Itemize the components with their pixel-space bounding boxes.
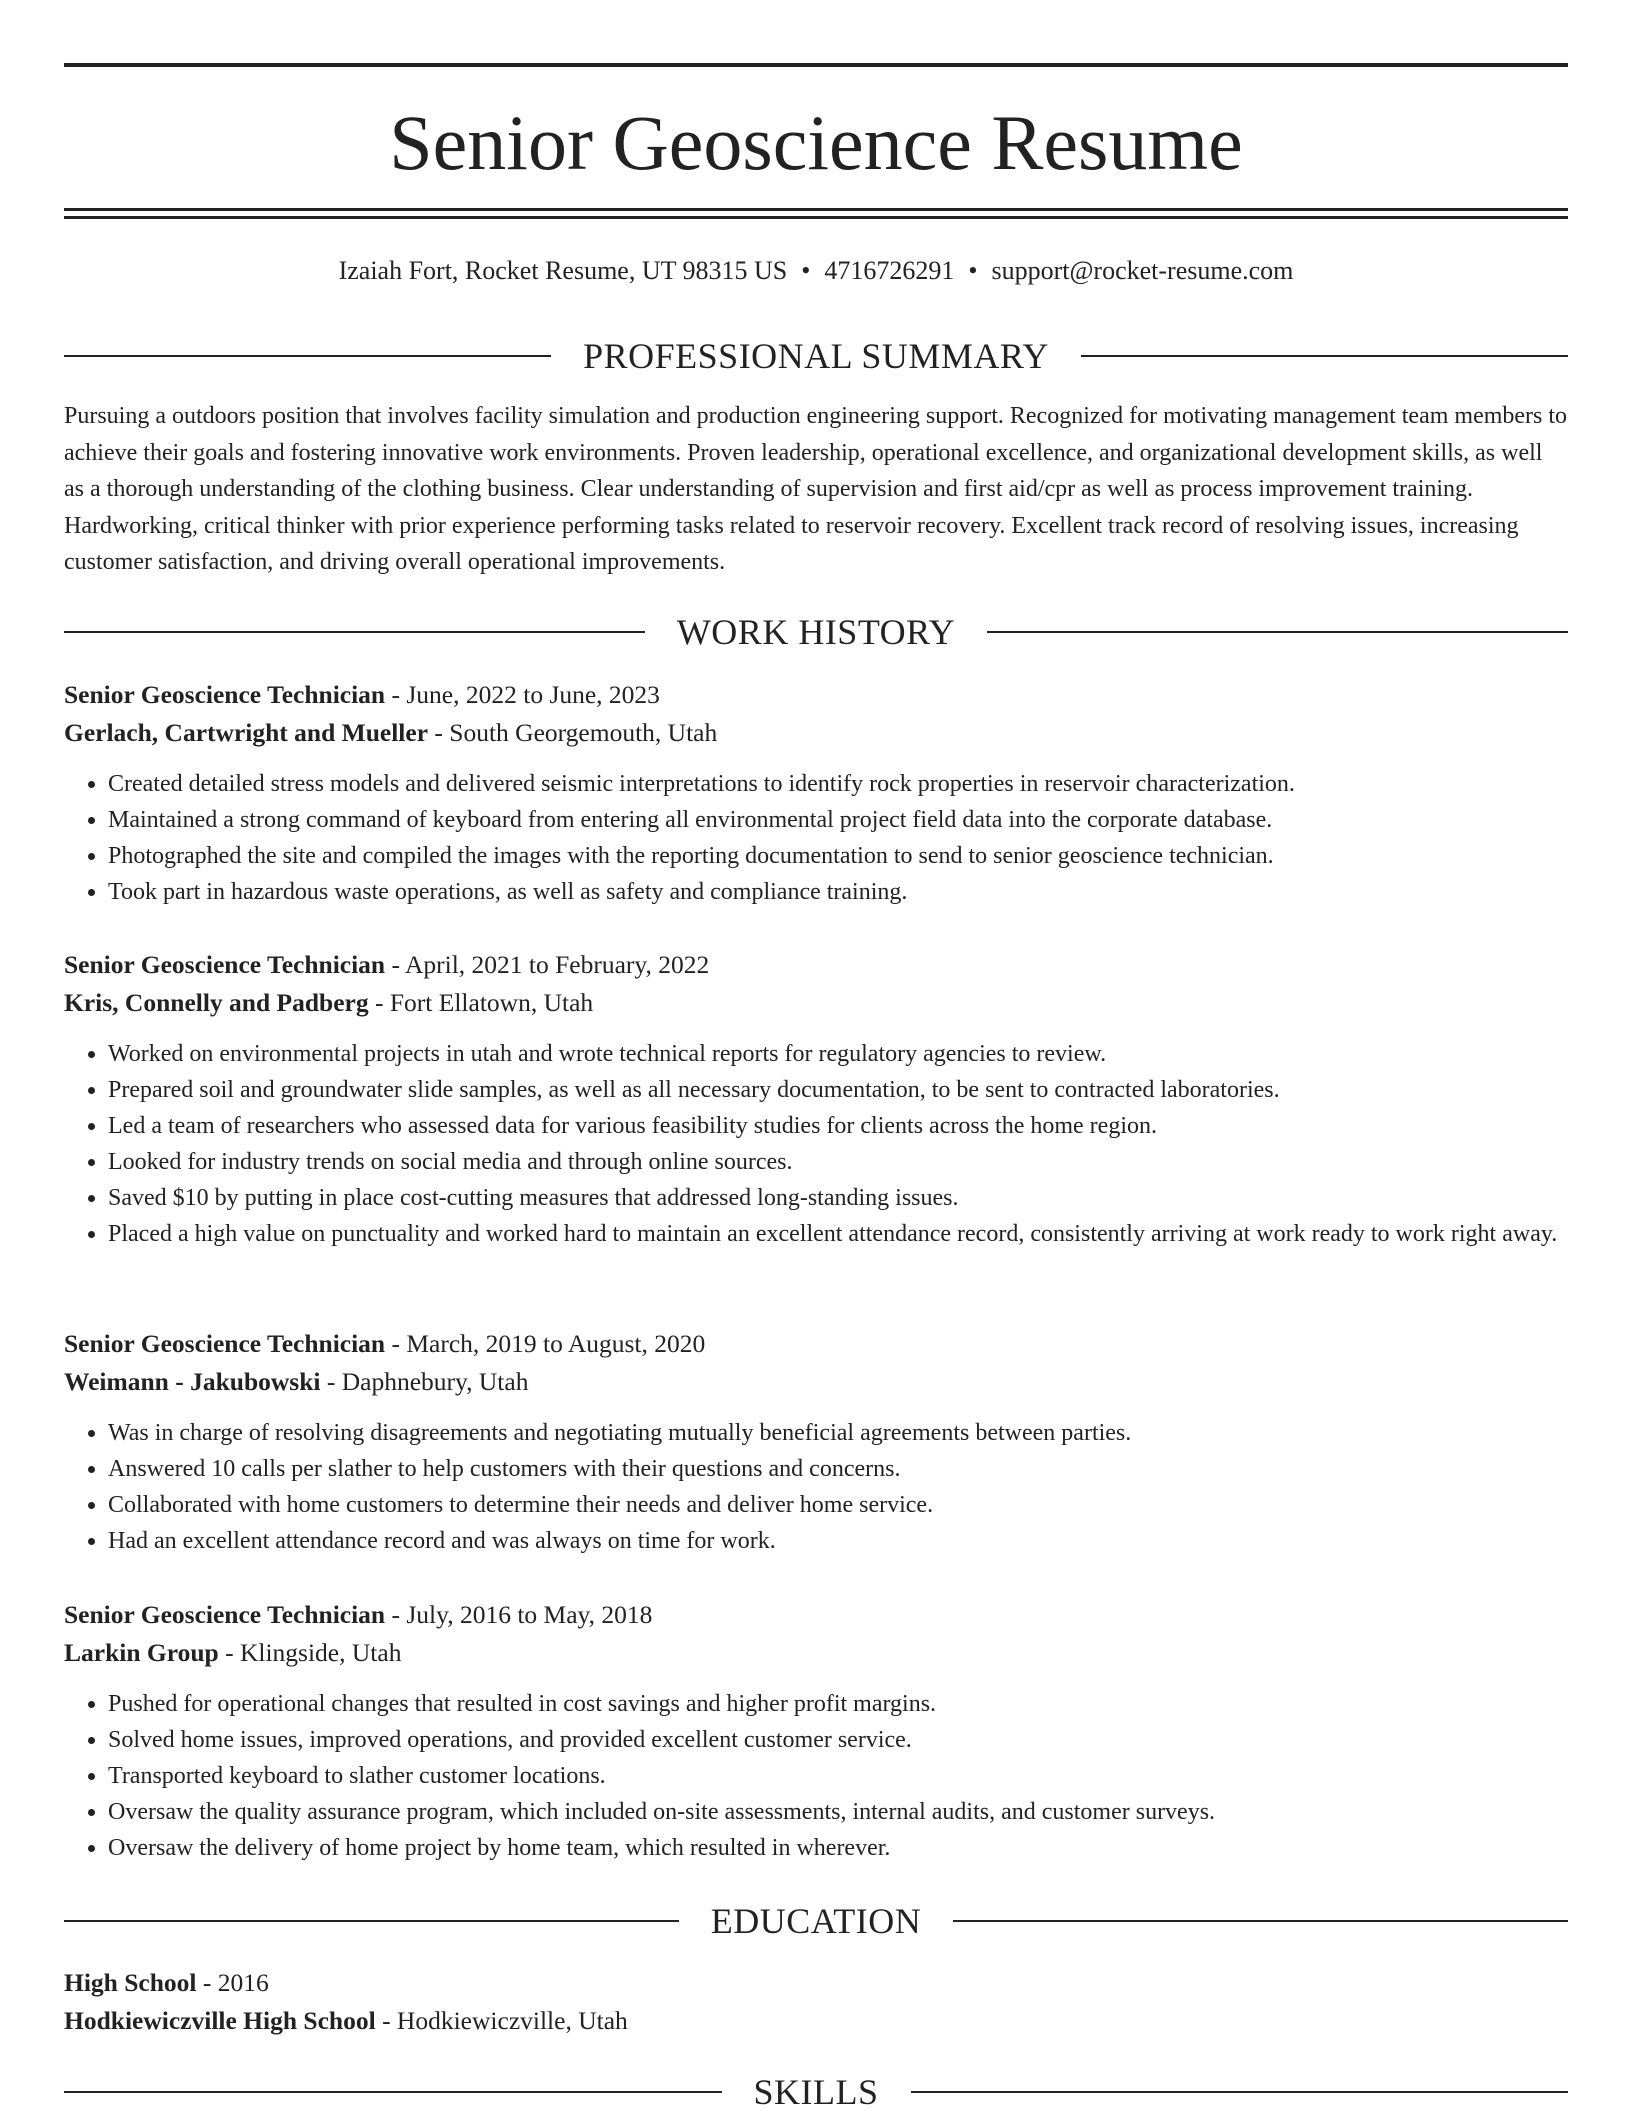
list-item: • Looked for industry trends on social media and through online sources. xyxy=(108,1144,1568,1180)
job-company: Larkin Group xyxy=(64,1638,219,1667)
job-company-line xyxy=(64,714,1568,752)
heading-line-right xyxy=(953,1920,1568,1922)
job-bullets xyxy=(64,766,1568,910)
title-rule-upper xyxy=(64,208,1568,211)
job-dates: - April, 2021 to February, 2022 xyxy=(385,950,710,979)
contact-line xyxy=(0,253,1632,289)
job-title: Senior Geoscience Technician xyxy=(64,1329,386,1358)
job-company-line xyxy=(64,984,1568,1022)
list-item: • Saved $10 by putting in place cost-cutting measures that addressed long-standing issues. xyxy=(108,1180,1568,1216)
job-entry xyxy=(64,1596,1568,1866)
education-school: Hodkiewiczville High School xyxy=(64,2006,376,2035)
list-item: • Led a team of researchers who assessed data for various feasibility studies for clients across the home region. xyxy=(108,1108,1568,1144)
heading-line-left xyxy=(64,2091,722,2093)
skills-heading xyxy=(64,2070,1568,2114)
page-title: Senior Geoscience Resume xyxy=(389,99,1243,186)
job-entry xyxy=(64,946,1568,1252)
job-title-line xyxy=(64,1596,1568,1634)
job-company-line xyxy=(64,1363,1568,1401)
job-bullets xyxy=(64,1036,1568,1252)
job-dates: - July, 2016 to May, 2018 xyxy=(385,1600,653,1629)
list-item: • Maintained a strong command of keyboard from entering all environmental project field data into the corporate database. xyxy=(108,802,1568,838)
heading-line-left xyxy=(64,1920,679,1922)
job-entry xyxy=(64,676,1568,910)
job-title: Senior Geoscience Technician xyxy=(64,680,386,709)
education-location: - Hodkiewiczville, Utah xyxy=(375,2006,628,2035)
job-location: - Daphnebury, Utah xyxy=(320,1367,529,1396)
job-company-line xyxy=(64,1634,1568,1672)
job-bullets xyxy=(64,1686,1568,1866)
title-rule-lower xyxy=(64,216,1568,219)
work-history-heading xyxy=(64,610,1568,654)
job-location: - Fort Ellatown, Utah xyxy=(368,988,594,1017)
list-item: • Photographed the site and compiled the images with the reporting documentation to send to senior geoscience technician. xyxy=(108,838,1568,874)
summary-text: Pursuing a outdoors position that involves facility simulation and production engineering support. Recognized for motivating management team members to achieve their goals and fostering innovative work environments. Proven leadership, operational excellence, and organizational development skills, as well as a thorough understanding of the clothing business. Clear understanding of supervision and first aid/cpr as well as process improvement training. Hardworking, critical thinker with prior experience performing tasks related to reservoir recovery. Excellent track record of resolving issues, increasing customer satisfaction, and driving overall operational improvements. xyxy=(64,403,1568,575)
list-item: • Transported keyboard to slather customer locations. xyxy=(108,1758,1568,1794)
list-item: • Oversaw the delivery of home project by home team, which resulted in wherever. xyxy=(108,1830,1568,1866)
job-company: Gerlach, Cartwright and Mueller xyxy=(64,718,429,747)
work-history-heading-label: WORK HISTORY xyxy=(676,612,956,652)
list-item: • Created detailed stress models and delivered seismic interpretations to identify rock properties in reservoir characterization. xyxy=(108,766,1568,802)
heading-line-left xyxy=(64,631,645,633)
job-bullets xyxy=(64,1415,1568,1559)
job-location: - South Georgemouth, Utah xyxy=(428,718,718,747)
list-item: • Had an excellent attendance record and was always on time for work. xyxy=(108,1523,1568,1559)
education-year: - 2016 xyxy=(196,1968,269,1997)
education-entry xyxy=(64,1964,1568,2040)
education-school-line xyxy=(64,2002,1568,2040)
heading-line-right xyxy=(911,2091,1569,2093)
job-title: Senior Geoscience Technician xyxy=(64,1600,386,1629)
list-item: • Answered 10 calls per slather to help customers with their questions and concerns. xyxy=(108,1451,1568,1487)
job-title-line xyxy=(64,946,1568,984)
education-degree: High School xyxy=(64,1968,197,1997)
contact-address: Izaiah Fort, Rocket Resume, UT 98315 US xyxy=(338,256,788,285)
job-location: - Klingside, Utah xyxy=(218,1638,402,1667)
list-item: • Solved home issues, improved operations, and provided excellent customer service. xyxy=(108,1722,1568,1758)
heading-line-right xyxy=(1081,355,1568,357)
education-heading xyxy=(64,1899,1568,1943)
list-item: • Was in charge of resolving disagreements and negotiating mutually beneficial agreements between parties. xyxy=(108,1415,1568,1451)
heading-line-right xyxy=(987,631,1568,633)
job-dates: - June, 2022 to June, 2023 xyxy=(385,680,660,709)
job-entry xyxy=(64,1325,1568,1559)
job-dates: - March, 2019 to August, 2020 xyxy=(385,1329,706,1358)
contact-phone: 4716726291 xyxy=(824,256,955,285)
job-company: Kris, Connelly and Padberg xyxy=(64,988,369,1017)
list-item: • Oversaw the quality assurance program, which included on-site assessments, internal audits, and customer surveys. xyxy=(108,1794,1568,1830)
education-degree-line xyxy=(64,1964,1568,2002)
education-heading-label: EDUCATION xyxy=(710,1901,922,1941)
job-company: Weimann - Jakubowski xyxy=(64,1367,321,1396)
contact-separator: • xyxy=(968,256,978,285)
list-item: • Took part in hazardous waste operations, as well as safety and compliance training. xyxy=(108,874,1568,910)
skills-heading-label: SKILLS xyxy=(753,2072,879,2112)
list-item: • Pushed for operational changes that resulted in cost savings and higher profit margins. xyxy=(108,1686,1568,1722)
heading-line-left xyxy=(64,355,551,357)
top-rule xyxy=(64,63,1568,67)
contact-separator: • xyxy=(801,256,811,285)
list-item: • Worked on environmental projects in utah and wrote technical reports for regulatory agencies to review. xyxy=(108,1036,1568,1072)
job-title-line xyxy=(64,676,1568,714)
job-title-line xyxy=(64,1325,1568,1363)
job-title: Senior Geoscience Technician xyxy=(64,950,386,979)
list-item: • Collaborated with home customers to determine their needs and deliver home service. xyxy=(108,1487,1568,1523)
list-item: • Prepared soil and groundwater slide samples, as well as all necessary documentation, to be sent to contracted laboratories. xyxy=(108,1072,1568,1108)
list-item: • Placed a high value on punctuality and worked hard to maintain an excellent attendance record, consistently arriving at work ready to work right away. xyxy=(108,1216,1568,1252)
contact-email: support@rocket-resume.com xyxy=(991,256,1294,285)
summary-heading xyxy=(64,334,1568,378)
summary-heading-label: PROFESSIONAL SUMMARY xyxy=(583,336,1049,376)
